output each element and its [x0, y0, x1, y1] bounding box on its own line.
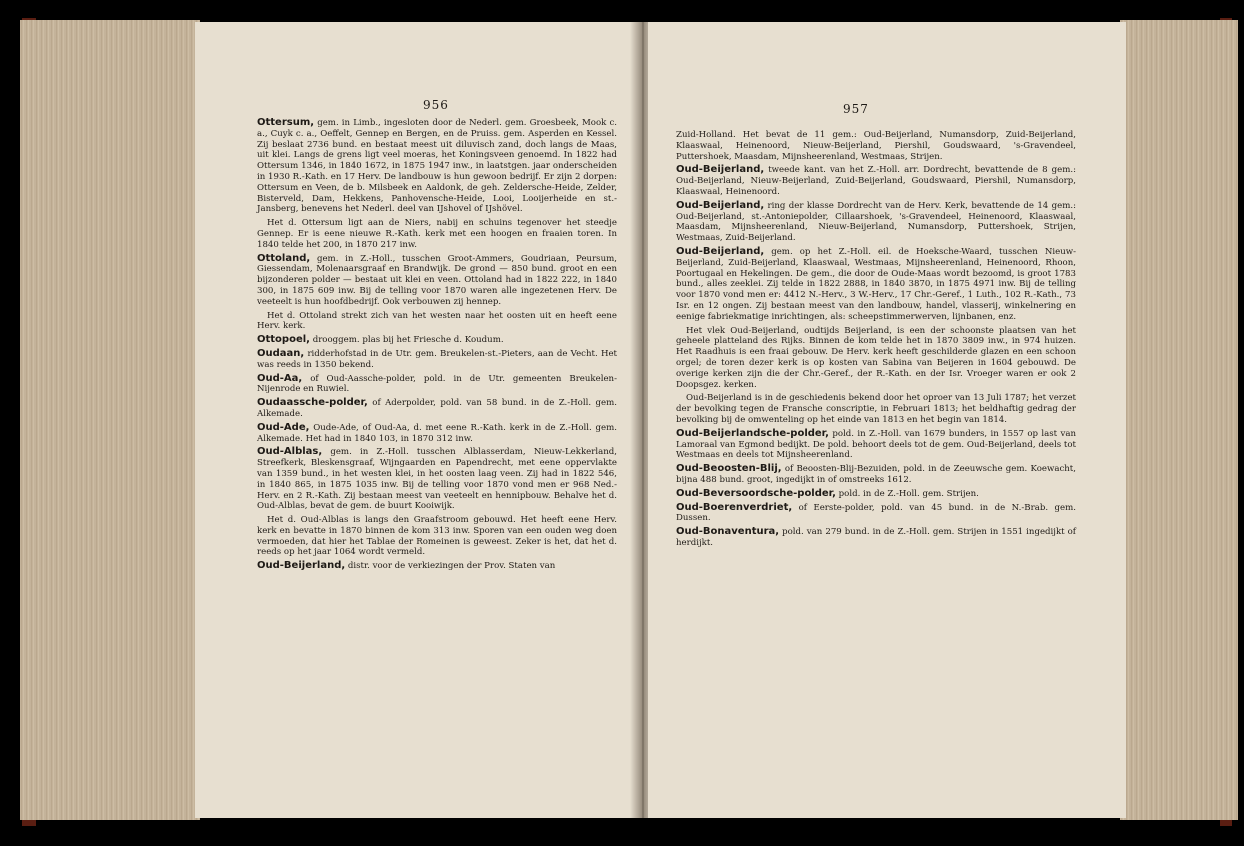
entry-headword: Oud-Aa, — [257, 372, 303, 384]
entry-headword: Oud-Beoosten-Blij, — [676, 463, 782, 475]
dictionary-entry — [257, 118, 617, 215]
dictionary-entry — [676, 201, 1076, 244]
left-page — [195, 22, 635, 818]
dictionary-entry — [257, 311, 617, 333]
entry-text: gem. in Z.-Holl., tusschen Groot-Ammers, Goudriaan, Peursum, Giessendam, Molenaarsgraaf en Brandwijk. De grond — 850 bund. groot en een bijzonderen polder — bestaat uit klei en veen. Ottoland had in 1822 222, in 1840 300, in 1875 609 inw. Bij de telling voor 1870 waren alle ingezetenen Herv. De veeteelt is hun hoofdbedrijf. Ook verbouwen zij hennep. — [257, 253, 618, 307]
dictionary-entry — [676, 130, 1076, 162]
entry-headword: Oud-Beijerland, — [257, 560, 346, 572]
dictionary-entry — [257, 218, 617, 250]
dictionary-entry — [257, 423, 617, 445]
page-edges-right — [1120, 20, 1238, 820]
entry-text: pold. in de Z.-Holl. gem. Strijen. — [838, 488, 979, 499]
entry-text: tweede kant. van het Z.-Holl. arr. Dordrecht, bevattende de 8 gem.: Oud-Beijerland, Nieuw-Beijerland, Zuid-Beijerland, Goudswaard, Piershil, Numansdorp, Klaaswaal, Heinenoord. — [676, 165, 1076, 197]
dictionary-entry — [257, 561, 617, 572]
entry-headword: Ottersum, — [257, 117, 315, 128]
dictionary-entry — [676, 464, 1076, 486]
dictionary-entry — [676, 527, 1076, 549]
entry-text: of Oud-Aassche-polder, pold. in de Utr. gemeenten Breukelen-Nijenrode en Ruwiel. — [257, 373, 617, 395]
dictionary-entry — [257, 515, 617, 558]
entry-text: distr. voor de verkiezingen der Prov. Staten van — [347, 561, 556, 572]
entry-headword: Ottopoel, — [257, 334, 310, 346]
entry-text: ridderhofstad in de Utr. gem. Breukelen-st.-Pieters, aan de Vecht. Het was reeds in 1350 bekend. — [257, 348, 617, 370]
entry-headword: Oud-Beijerlandsche-polder, — [676, 427, 829, 439]
dictionary-entry — [257, 374, 617, 396]
entry-text: Het d. Oud-Alblas is langs den Graafstroom gebouwd. Het heeft eene Herv. kerk en bevatte in 1870 binnen de kom 313 inw. Sporen van een ouden weg doen vermoeden, dat hier het Tablae der Romeinen is geweest. Zeker is het, dat het d. reeds op het jaar 1064 wordt vermeld. — [257, 515, 617, 558]
page-number: 956 — [423, 98, 449, 112]
dictionary-entry — [676, 393, 1076, 425]
entry-headword: Oud-Bonaventura, — [676, 526, 780, 538]
entry-headword: Oud-Beversoordsche-polder, — [676, 487, 836, 499]
dictionary-entry — [257, 398, 617, 420]
entry-text: gem. op het Z.-Holl. eil. de Hoeksche-Waard, tusschen Nieuw-Beijerland, Zuid-Beijerland, Klaaswaal, Westmaas, Mijnsheerenland, Heinenoord, Rhoon, Poortugaal en Hekelingen. De gem., die door de Oude-Maas wordt bezoomd, is groot 1783 bund., alles zeeklei. Zij telde in 1822 2888, in 1840 3870, in 1875 4971 inw. Bij de telling voor 1870 vond men er: 4412 N.-Herv., 3 W.-Herv., 17 Chr.-Geref., 1 Luth., 102 R.-Kath., 73 Isr. en 12 ongen. Zij bestaan meest van den landbouw, handel, vlasserij, winkelnering en eenige fabriekmatige inrichtingen, als: scheepstimmerwerven, lijnbanen, enz. — [676, 246, 1076, 322]
entry-headword: Oud-Ade, — [257, 421, 310, 433]
entry-headword: Oud-Beijerland, — [676, 199, 765, 211]
entry-headword: Oud-Beijerland, — [676, 245, 765, 257]
entry-text: Oud-Beijerland is in de geschiedenis bekend door het oproer van 13 Juli 1787; het verzet der bevolking tegen de Fransche conscriptie, in Februari 1813; het beldhaftig gedrag der bevolking bij de omwenteling op het einde van 1813 en het begin van 1814. — [676, 393, 1076, 425]
dictionary-entry — [676, 326, 1076, 391]
entry-text: of Eerste-polder, pold. van 45 bund. in de N.-Brab. gem. Dussen. — [676, 502, 1077, 524]
dictionary-entry — [257, 254, 617, 308]
entry-text: pold. van 279 bund. in de Z.-Holl. gem. Strijen in 1551 ingedijkt of herdijkt. — [676, 527, 1076, 548]
dictionary-entry — [676, 489, 1076, 500]
left-page-text — [257, 118, 617, 575]
entry-text: Zuid-Holland. Het bevat de 11 gem.: Oud-Beijerland, Numansdorp, Zuid-Beijerland, Klaaswaal, Heinenoord, Nieuw-Beijerland, Piershil, Goudswaard, 's-Gravendeel, Puttershoek, Maasdam, Mijnsheerenland, Westmaas, Strijen. — [676, 130, 1076, 162]
right-page-text — [676, 130, 1076, 552]
dictionary-entry — [676, 247, 1076, 323]
dictionary-entry — [676, 503, 1076, 525]
entry-headword: Oud-Beijerland, — [676, 164, 765, 176]
page-number: 957 — [843, 102, 869, 116]
entry-text: ring der klasse Dordrecht van de Herv. Kerk, bevattende de 14 gem.: Oud-Beijerland, st.-Antoniepolder, Cillaarshoek, 's-Gravendeel, Heinenoord, Klaaswaal, Maasdam, Mijnsheerenland, Nieuw-Beijerland, Numansdorp, Puttershoek, Strijen, Westmaas, Zuid-Beijerland. — [676, 200, 1076, 244]
entry-text: of Beoosten-Blij-Bezuiden, pold. in de Zeeuwsche gem. Koewacht, bijna 488 bund. groot, ingedijkt in of omstreeks 1612. — [676, 464, 1076, 485]
entry-text: Het d. Ottersum ligt aan de Niers, nabij en schuins tegenover het steedje Gennep. Er is eene nieuwe R.-Kath. kerk met een hoogen en fraaien toren. In 1840 telde het 200, in 1870 217 inw. — [257, 218, 617, 250]
entry-text: gem. in Z.-Holl. tusschen Alblasserdam, Nieuw-Lekkerland, Streefkerk, Bleskensgraaf, Wijngaarden en Papendrecht, met eene oppervlakte van 1359 bund., in het westen klei, in het oosten laag veen. Zij had in 1822 546, in 1840 865, in 1875 1035 inw. Bij de telling voor 1870 vond men er 968 Ned.-Herv. en 2 R.-Kath. Zij bestaan meest van veeteelt en hennipbouw. Behalve het d. Oud-Alblas, bevat de gem. de buurt Kooiwijk. — [257, 447, 618, 512]
entry-headword: Ottoland, — [257, 252, 311, 264]
entry-text: Oude-Ade, of Oud-Aa, d. met eene R.-Kath. kerk in de Z.-Holl. gem. Alkemade. Het had in 1840 103, in 1870 312 inw. — [257, 422, 617, 444]
entry-headword: Oudaassche-polder, — [257, 397, 368, 409]
dictionary-entry — [676, 165, 1076, 197]
page-edges-left — [20, 20, 200, 820]
entry-text: gem. in Limb., ingesloten door de Nederl. gem. Groesbeek, Mook c. a., Cuyk c. a., Oeffelt, Gennep en Bergen, en de Pruiss. gem. Asperden en Kessel. Zij beslaat 2736 bund. en bestaat meest uit diluvisch zand, doch langs de Maas, uit klei. Langs de grens ligt veel moeras, het Koningsveen genoemd. In 1822 had Ottersum 1346, in 1840 1672, in 1875 1947 inw., in laatstgen. jaar onderscheiden in 1930 R.-Kath. en 17 Herv. De landbouw is hun gewoon bedrijf. Er zijn 2 dorpen: Ottersum en Veen, de b. Milsbeek en Aaldonk, de geh. Zeldersche-Heide, Zelder, Bisterveld, Dam, Hekkens, Panhovensche-Heide, Looi, Looijerheide en st.-Jansberg, benevens het Nederl. deel van IJshovel of IJshövel. — [257, 118, 618, 215]
entry-text: of Aderpolder, pold. van 58 bund. in de Z.-Holl. gem. Alkemade. — [257, 398, 617, 419]
entry-text: pold. in Z.-Holl. van 1679 bunders, in 1557 op last van Lamoraal van Egmond bedijkt. De pold. behoort deels tot de gem. Oud-Beijerland, deels tot Westmaas en deels tot Mijnsheerenland. — [676, 428, 1076, 461]
entry-text: drooggem. plas bij het Friesche d. Koudum. — [312, 335, 504, 346]
dictionary-entry — [257, 447, 617, 512]
entry-headword: Oudaan, — [257, 347, 305, 359]
right-page — [648, 22, 1126, 818]
entry-headword: Oud-Alblas, — [257, 446, 323, 458]
entry-text: Het vlek Oud-Beijerland, oudtijds Beijerland, is een der schoonste plaatsen van het geheele platteland des Rijks. Binnen de kom telde het in 1870 3809 inw., in 974 huizen. Het Raadhuis is een fraai gebouw. De Herv. kerk heeft geschilderde glazen en een schoon orgel; de toren dezer kerk is op kosten van Sabina van Beijeren in 1604 gebouwd. De overige kerken zijn die der Chr.-Geref., der R.-Kath. en der Isr. Vroeger waren er ook 2 Doopsgez. kerken. — [676, 325, 1076, 390]
dictionary-entry — [676, 429, 1076, 461]
dictionary-entry — [257, 335, 617, 346]
entry-text: Het d. Ottoland strekt zich van het westen naar het oosten uit en heeft eene Herv. kerk. — [257, 310, 617, 332]
dictionary-entry — [257, 349, 617, 371]
entry-headword: Oud-Boerenverdriet, — [676, 501, 793, 513]
